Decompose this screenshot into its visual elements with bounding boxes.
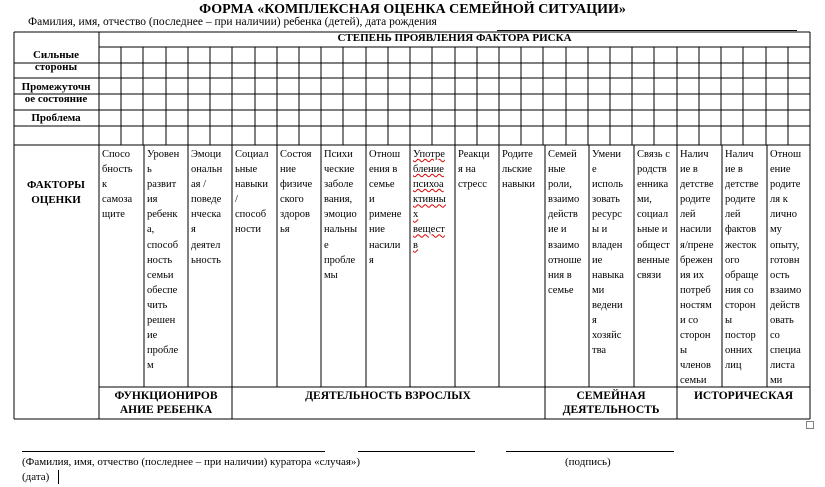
factor-cell: Уровен ь развит ия ребенк а, способ ность семьи обеспе чить решен ие пробле м <box>147 149 180 372</box>
child-info-label: Фамилия, имя, отчество (последнее – при наличии) ребенка (детей), дата рождения <box>28 16 437 28</box>
text-cursor <box>58 470 59 484</box>
factor-cell: Спосо бность к самоза щите <box>102 149 133 221</box>
document-title: ФОРМА «КОМПЛЕКСНАЯ ОЦЕНКА СЕМЕЙНОЙ СИТУАЦИИ» <box>199 2 626 17</box>
group-family-activity: СЕМЕЙНАЯ ДЕЯТЕЛЬНОСТЬ <box>562 390 660 416</box>
curator-name-line[interactable] <box>22 451 325 452</box>
signature-line[interactable] <box>358 451 475 452</box>
date-line[interactable] <box>506 451 674 452</box>
curator-name-label: (Фамилия, имя, отчество (последнее – при наличии) куратора «случая») <box>22 456 361 468</box>
group-adult-activity: ДЕЯТЕЛЬНОСТЬ ВЗРОСЛЫХ <box>305 390 471 402</box>
group-child-functioning: ФУНКЦИОНИРОВ АНИЕ РЕБЕНКА <box>114 390 218 416</box>
factor-cell: Связь с родств енника ми, социал ьные и общест венные связи <box>637 149 670 281</box>
row-label-problem: Проблема <box>31 112 81 124</box>
factor-cell: Отнош ения в семье и римене ние насили я <box>369 149 402 266</box>
factor-cell: Налич ие в детстве родите лей фактов жесток ого обраще ния со сторон ы постор онних лиц <box>725 149 759 372</box>
factor-cell: Отнош ение родите ля к лично му опыту, готовн ость взаимо действ овать со специа листа ми <box>770 149 802 386</box>
factor-cell: Социал ьные навыки / способ ности <box>235 149 269 236</box>
factor-cell: Реакци я на стресс <box>458 149 490 191</box>
risk-degree-header: СТЕПЕНЬ ПРОЯВЛЕНИЯ ФАКТОРА РИСКА <box>337 32 572 44</box>
row-label-strengths: Сильные стороны <box>32 49 80 73</box>
factor-cell: Родите льские навыки <box>502 149 536 191</box>
factor-cell: Умени е исполь зовать ресурс ы и владен ие навыка ми ведени я хозяйс тва <box>592 149 624 357</box>
date-label: (дата) <box>22 471 50 483</box>
factor-cell: Психи ческие заболе вания, эмоцио нальны е пробле мы <box>324 149 358 281</box>
factor-cell: Семей ные роли, взаимо действ ие и взаимо отноше ния в семье <box>548 149 582 296</box>
signature-label: (подпись) <box>565 456 611 468</box>
factor-cell: Эмоци ональн ая / поведе нческа я деятел ьность <box>191 149 223 266</box>
factor-cell: Налич ие в детстве родите лей насили я/прене брежен ия их потреб ностям и со сторон ы членов семьи <box>680 149 714 386</box>
factors-label: ФАКТОРЫ ОЦЕНКИ <box>27 179 85 206</box>
group-historical: ИСТОРИЧЕСКАЯ <box>693 390 794 402</box>
row-label-intermediate: Промежуточн ое состояние <box>21 81 91 105</box>
factor-cell: Состоя ние физиче ского здоров ья <box>280 149 313 236</box>
table-resize-handle[interactable] <box>806 421 814 429</box>
factor-cell: Употре бление психоа ктивны х вещест в <box>413 149 446 251</box>
